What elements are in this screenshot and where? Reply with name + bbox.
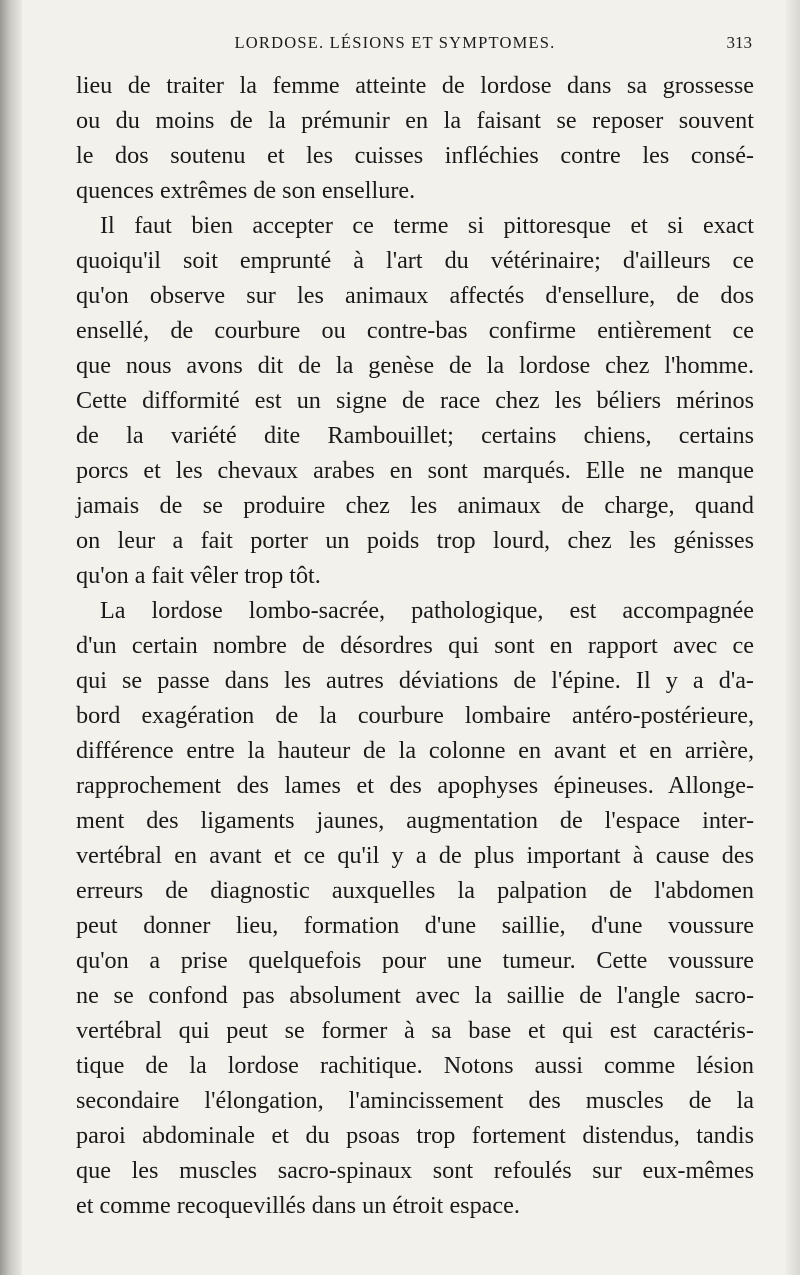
text-line: tique de la lordose rachitique. Notons aussi comme lésion (76, 1052, 754, 1079)
running-head: LORDOSE. LÉSIONS ET SYMPTOMES. (234, 33, 556, 52)
text-line: le dos soutenu et les cuisses infléchies contre les consé- (76, 142, 754, 169)
text-line: jamais de se produire chez les animaux de charge, quand (76, 492, 754, 519)
text-line: secondaire l'élongation, l'amincissement des muscles de la (76, 1087, 754, 1114)
text-line: rapprochement des lames et des apophyses épineuses. Allonge- (76, 772, 754, 799)
text-line: Cette difformité est un signe de race chez les béliers mérinos (76, 387, 754, 414)
text-line: on leur a fait porter un poids trop lourd, chez les génisses (76, 527, 754, 554)
text-line: porcs et les chevaux arabes en sont marqués. Elle ne manque (76, 457, 754, 484)
text-line: que les muscles sacro-spinaux sont refoulés sur eux-mêmes (76, 1157, 754, 1184)
text-line: vertébral qui peut se former à sa base et qui est caractéris- (76, 1017, 754, 1044)
page-binding-shadow (0, 0, 22, 1275)
text-line: La lordose lombo-sacrée, pathologique, est accompagnée (100, 597, 754, 624)
page-number: 313 (726, 33, 752, 52)
text-line: d'un certain nombre de désordres qui sont en rapport avec ce (76, 632, 754, 659)
text-line: et comme recoquevillés dans un étroit espace. (76, 1192, 520, 1219)
text-line: de la variété dite Rambouillet; certains chiens, certains (76, 422, 754, 449)
text-line: ment des ligaments jaunes, augmentation de l'espace inter- (76, 807, 754, 834)
text-line: qu'on a prise quelquefois pour une tumeur. Cette voussure (76, 947, 754, 974)
body-text (76, 68, 754, 1223)
text-line: paroi abdominale et du psoas trop fortement distendus, tandis (76, 1122, 754, 1149)
text-line: bord exagération de la courbure lombaire antéro-postérieure, (76, 702, 754, 729)
text-line: erreurs de diagnostic auxquelles la palpation de l'abdomen (76, 877, 754, 904)
text-line: lieu de traiter la femme atteinte de lordose dans sa grossesse (76, 72, 754, 99)
text-line: peut donner lieu, formation d'une saillie, d'une voussure (76, 912, 754, 939)
text-line: vertébral en avant et ce qu'il y a de plus important à cause des (76, 842, 754, 869)
text-line: qu'on observe sur les animaux affectés d'ensellure, de dos (76, 282, 754, 309)
page-header (78, 33, 752, 59)
text-line: ensellé, de courbure ou contre-bas confirme entièrement ce (76, 317, 754, 344)
page-edge (786, 0, 800, 1275)
text-line: qu'on a fait vêler trop tôt. (76, 562, 321, 589)
text-line: ne se confond pas absolument avec la saillie de l'angle sacro- (76, 982, 754, 1009)
text-line: que nous avons dit de la genèse de la lordose chez l'homme. (76, 352, 754, 379)
text-line: qui se passe dans les autres déviations de l'épine. Il y a d'a- (76, 667, 754, 694)
text-line: différence entre la hauteur de la colonne en avant et en arrière, (76, 737, 754, 764)
text-line: quoiqu'il soit emprunté à l'art du vétérinaire; d'ailleurs ce (76, 247, 754, 274)
text-line: ou du moins de la prémunir en la faisant se reposer souvent (76, 107, 754, 134)
text-line: Il faut bien accepter ce terme si pittoresque et si exact (100, 212, 754, 239)
text-line: quences extrêmes de son ensellure. (76, 177, 416, 204)
